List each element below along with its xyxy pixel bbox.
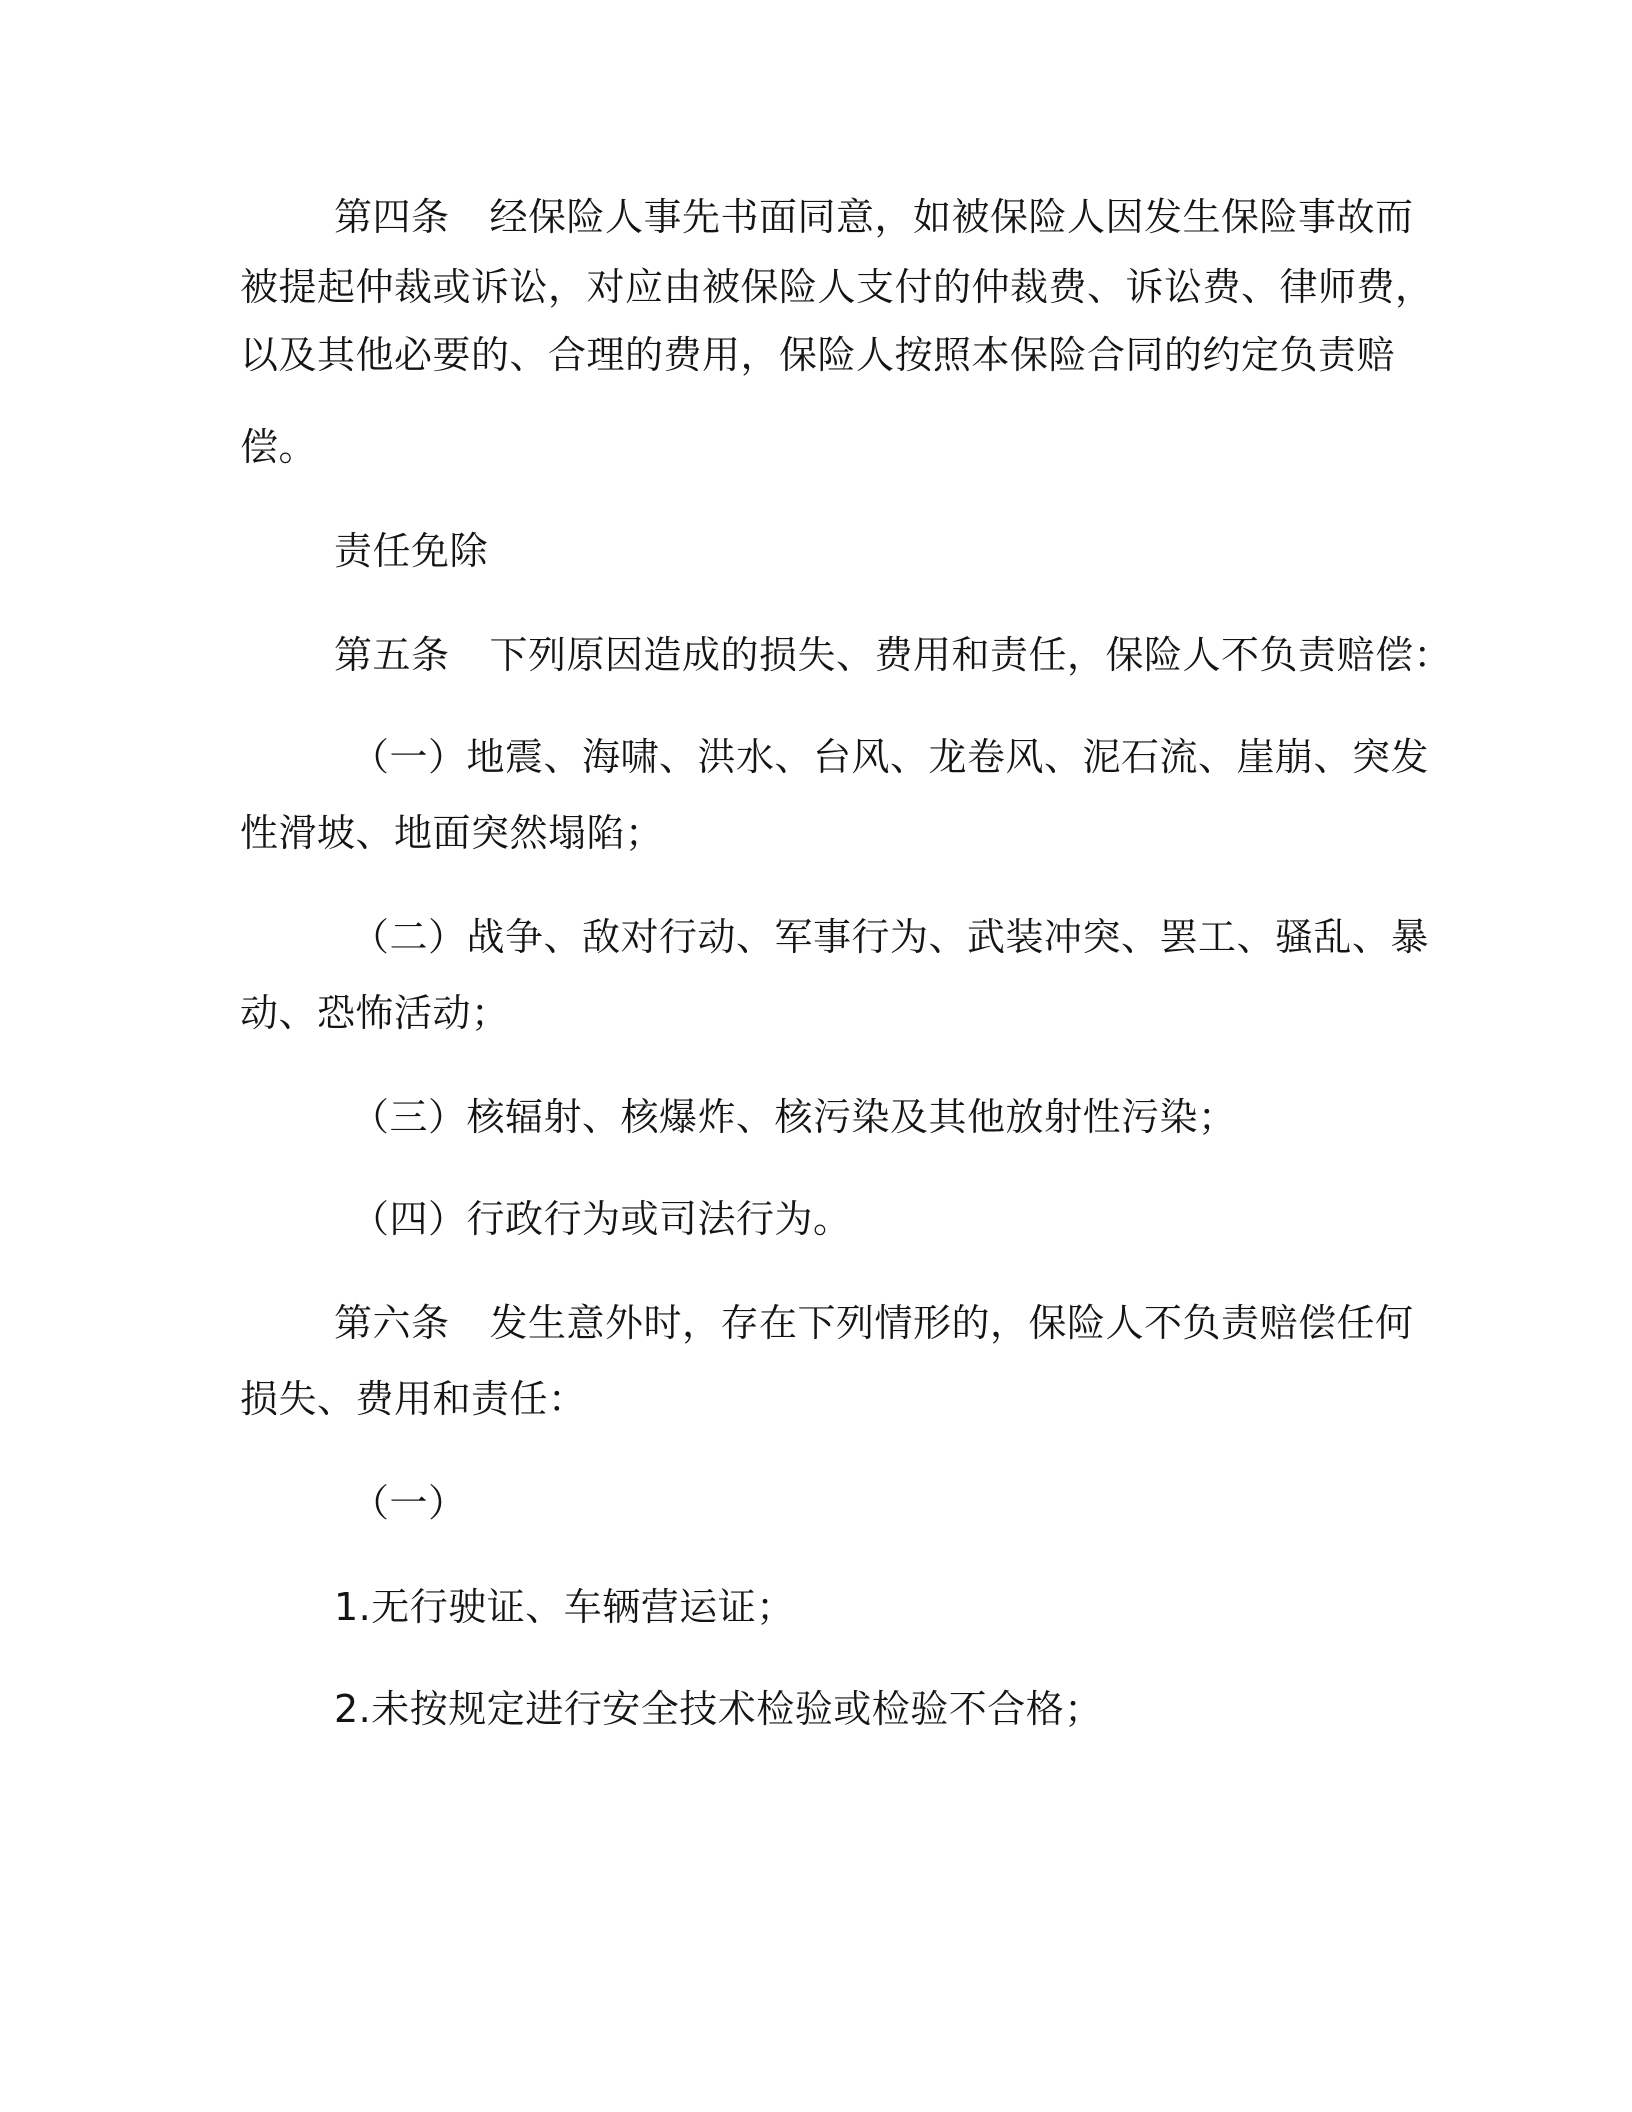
article-5-text: 下列原因造成的损失、费用和责任，保险人不负责赔偿： xyxy=(489,633,1453,677)
article-6-text-line-2: 损失、费用和责任： xyxy=(240,1377,587,1421)
section-heading-exclusions: 责任免除 xyxy=(334,529,489,573)
article-4-first-line xyxy=(334,192,1414,242)
article-6-label: 第六条 xyxy=(334,1301,450,1345)
article-5-item-4-marker: （四） xyxy=(351,1197,467,1241)
article-4-label: 第四条 xyxy=(334,195,450,239)
article-6-text-line-1: 发生意外时，存在下列情形的，保险人不负责赔偿任何 xyxy=(489,1301,1414,1345)
article-5-label: 第五条 xyxy=(334,633,450,677)
article-5-item-4 xyxy=(351,1194,852,1244)
article-5-item-2-line-1: 战争、敌对行动、军事行为、武装冲突、罢工、骚乱、暴 xyxy=(466,915,1430,959)
article-5-item-1-line-1: 地震、海啸、洪水、台风、龙卷风、泥石流、崖崩、突发 xyxy=(466,735,1430,779)
article-5-item-1-marker: （一） xyxy=(351,735,467,779)
article-5-item-2-marker: （二） xyxy=(351,915,467,959)
article-6-item-1-marker: （一） xyxy=(351,1481,467,1525)
article-5-item-3-marker: （三） xyxy=(351,1095,467,1139)
article-5-first-line xyxy=(334,630,1452,680)
article-5-item-1-line-2: 性滑坡、地面突然塌陷； xyxy=(240,811,664,855)
article-5-item-3 xyxy=(351,1092,1237,1142)
article-5-item-2-line-2: 动、恐怖活动； xyxy=(240,991,510,1035)
article-6-first-line xyxy=(334,1298,1414,1348)
article-4-text-line-4: 偿。 xyxy=(240,425,318,469)
article-4-text-line-1: 经保险人事先书面同意，如被保险人因发生保险事故而 xyxy=(489,195,1414,239)
article-6-subitem-2: 2.未按规定进行安全技术检验或检验不合格； xyxy=(334,1687,1103,1731)
article-4-text-line-2: 被提起仲裁或诉讼，对应由被保险人支付的仲裁费、诉讼费、律师费， xyxy=(240,265,1434,309)
article-5-item-2-first-line xyxy=(351,912,1429,962)
article-5-item-4-line-1: 行政行为或司法行为。 xyxy=(466,1197,852,1241)
article-5-item-3-line-1: 核辐射、核爆炸、核污染及其他放射性污染； xyxy=(466,1095,1237,1139)
article-4-text-line-3: 以及其他必要的、合理的费用，保险人按照本保险合同的约定负责赔 xyxy=(240,333,1396,377)
article-6-subitem-1: 1.无行驶证、车辆营运证； xyxy=(334,1585,795,1629)
article-5-item-1-first-line xyxy=(351,732,1429,782)
